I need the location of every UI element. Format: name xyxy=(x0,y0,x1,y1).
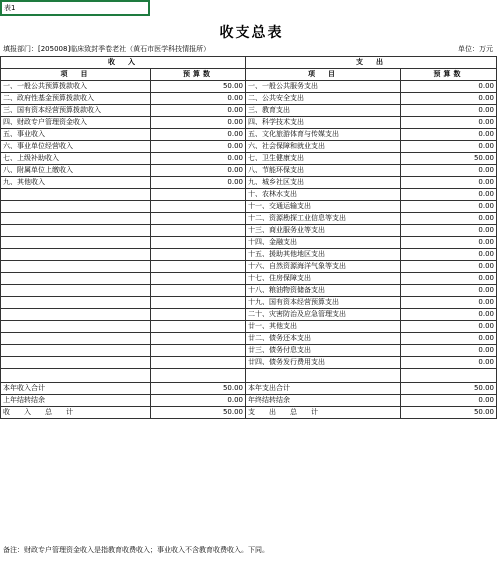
table-row xyxy=(1,117,497,129)
income-value-cell[interactable]: 0.00 xyxy=(151,129,246,141)
income-item-cell[interactable]: 八、附属单位上缴收入 xyxy=(1,165,151,177)
header-row-1 xyxy=(1,57,497,69)
expense-value-cell[interactable]: 0.00 xyxy=(401,261,497,273)
table-row xyxy=(1,395,497,407)
income-item-cell[interactable] xyxy=(1,285,151,297)
expense-item-cell[interactable]: 十、农林水支出 xyxy=(246,189,401,201)
unit-label: 单位：万元 xyxy=(458,45,493,53)
expense-item-cell[interactable]: 年终结转结余 xyxy=(246,395,401,407)
income-item-cell[interactable]: 本年收入合计 xyxy=(1,383,151,395)
table-row xyxy=(1,165,497,177)
income-value-cell[interactable] xyxy=(151,237,246,249)
income-item-cell[interactable]: 九、其他收入 xyxy=(1,177,151,189)
income-value-cell[interactable]: 0.00 xyxy=(151,395,246,407)
income-item-cell[interactable] xyxy=(1,213,151,225)
income-item-cell[interactable]: 收 入 总 计 xyxy=(1,407,151,419)
expense-budget-header: 预算数 xyxy=(401,69,497,81)
table-row xyxy=(1,369,497,383)
income-value-cell[interactable]: 0.00 xyxy=(151,165,246,177)
income-value-cell[interactable] xyxy=(151,189,246,201)
expense-item-cell[interactable]: 九、城乡社区支出 xyxy=(246,177,401,189)
expense-value-cell[interactable]: 0.00 xyxy=(401,129,497,141)
expense-value-cell[interactable]: 0.00 xyxy=(401,321,497,333)
income-item-cell[interactable]: 五、事业收入 xyxy=(1,129,151,141)
expense-value-cell[interactable]: 0.00 xyxy=(401,225,497,237)
expense-item-cell[interactable]: 廿一、其他支出 xyxy=(246,321,401,333)
income-value-cell[interactable]: 0.00 xyxy=(151,153,246,165)
table-row xyxy=(1,213,497,225)
income-value-cell[interactable]: 0.00 xyxy=(151,177,246,189)
income-item-cell[interactable]: 六、事业单位经营收入 xyxy=(1,141,151,153)
income-value-cell[interactable]: 50.00 xyxy=(151,407,246,419)
income-item-cell[interactable] xyxy=(1,345,151,357)
expense-value-cell[interactable]: 0.00 xyxy=(401,189,497,201)
expense-value-cell[interactable]: 50.00 xyxy=(401,383,497,395)
expense-item-cell[interactable]: 八、节能环保支出 xyxy=(246,165,401,177)
table-row xyxy=(1,225,497,237)
table-row xyxy=(1,81,497,93)
expense-value-cell[interactable]: 0.00 xyxy=(401,273,497,285)
expense-item-cell[interactable]: 十八、粮油物资储备支出 xyxy=(246,285,401,297)
income-item-cell[interactable] xyxy=(1,249,151,261)
expense-item-cell[interactable]: 二十、灾害防治及应急管理支出 xyxy=(246,309,401,321)
expense-item-cell[interactable]: 十七、住房保障支出 xyxy=(246,273,401,285)
table-row xyxy=(1,321,497,333)
expense-value-cell[interactable]: 0.00 xyxy=(401,297,497,309)
income-value-cell[interactable] xyxy=(151,357,246,369)
income-value-cell[interactable] xyxy=(151,201,246,213)
income-value-cell[interactable] xyxy=(151,345,246,357)
table-row xyxy=(1,273,497,285)
expense-item-cell[interactable]: 十一、交通运输支出 xyxy=(246,201,401,213)
expense-value-cell[interactable]: 0.00 xyxy=(401,357,497,369)
income-value-cell[interactable] xyxy=(151,213,246,225)
income-item-cell[interactable] xyxy=(1,369,151,383)
income-value-cell[interactable] xyxy=(151,309,246,321)
expense-item-cell[interactable]: 廿三、债务付息支出 xyxy=(246,345,401,357)
table-row xyxy=(1,407,497,419)
expense-value-cell[interactable]: 0.00 xyxy=(401,177,497,189)
income-item-cell[interactable] xyxy=(1,309,151,321)
income-item-header: 项 目 xyxy=(1,69,151,81)
income-value-cell[interactable]: 0.00 xyxy=(151,117,246,129)
expense-value-cell[interactable]: 0.00 xyxy=(401,117,497,129)
table-row xyxy=(1,357,497,369)
expense-value-cell[interactable]: 0.00 xyxy=(401,165,497,177)
table-row xyxy=(1,309,497,321)
income-value-cell[interactable] xyxy=(151,333,246,345)
expense-item-cell[interactable]: 本年支出合计 xyxy=(246,383,401,395)
expense-value-cell[interactable]: 0.00 xyxy=(401,93,497,105)
income-item-cell[interactable] xyxy=(1,357,151,369)
table-row xyxy=(1,141,497,153)
expense-item-cell[interactable]: 十三、商业服务业等支出 xyxy=(246,225,401,237)
income-item-cell[interactable] xyxy=(1,237,151,249)
income-budget-header: 预算数 xyxy=(151,69,246,81)
income-item-cell[interactable]: 三、国有资本经营预算拨款收入 xyxy=(1,105,151,117)
expense-value-cell[interactable]: 50.00 xyxy=(401,407,497,419)
table-row xyxy=(1,105,497,117)
expense-item-cell[interactable]: 一、一般公共服务支出 xyxy=(246,81,401,93)
expense-item-cell[interactable]: 十二、资源勘探工业信息等支出 xyxy=(246,213,401,225)
expense-item-header: 项 目 xyxy=(246,69,401,81)
budget-table xyxy=(0,56,497,419)
expense-value-cell[interactable]: 0.00 xyxy=(401,105,497,117)
expense-value-cell[interactable]: 0.00 xyxy=(401,285,497,297)
income-value-cell[interactable]: 50.00 xyxy=(151,383,246,395)
income-value-cell[interactable] xyxy=(151,369,246,383)
table-row xyxy=(1,237,497,249)
table-row xyxy=(1,333,497,345)
expense-value-cell[interactable]: 50.00 xyxy=(401,153,497,165)
footnote: 备注：财政专户管理资金收入是指教育收费收入；事业收入不含教育收费收入。下同。 xyxy=(3,546,269,554)
expense-item-cell[interactable]: 十六、自然资源海洋气象等支出 xyxy=(246,261,401,273)
selected-cell[interactable]: 表1 xyxy=(0,0,150,16)
income-value-cell[interactable]: 0.00 xyxy=(151,105,246,117)
expense-value-cell[interactable] xyxy=(401,369,497,383)
expense-item-cell[interactable]: 廿二、债务还本支出 xyxy=(246,333,401,345)
income-item-cell[interactable]: 上年结转结余 xyxy=(1,395,151,407)
table-row xyxy=(1,93,497,105)
expense-value-cell[interactable]: 0.00 xyxy=(401,201,497,213)
expense-value-cell[interactable]: 0.00 xyxy=(401,213,497,225)
income-item-cell[interactable] xyxy=(1,273,151,285)
expense-item-cell[interactable]: 三、教育支出 xyxy=(246,105,401,117)
expense-item-cell[interactable]: 十九、国有资本经营预算支出 xyxy=(246,297,401,309)
income-item-cell[interactable]: 一、一般公共预算拨款收入 xyxy=(1,81,151,93)
page-title: 收支总表 xyxy=(219,25,284,41)
expense-item-cell[interactable]: 十四、金融支出 xyxy=(246,237,401,249)
table-row xyxy=(1,285,497,297)
expense-value-cell[interactable]: 0.00 xyxy=(401,141,497,153)
expense-item-cell[interactable]: 十五、援助其他地区支出 xyxy=(246,249,401,261)
income-value-cell[interactable] xyxy=(151,321,246,333)
income-item-cell[interactable] xyxy=(1,189,151,201)
expense-value-cell[interactable]: 0.00 xyxy=(401,237,497,249)
income-header: 收 入 xyxy=(1,57,246,69)
table-row xyxy=(1,129,497,141)
expense-item-cell[interactable]: 廿四、债务发行费用支出 xyxy=(246,357,401,369)
table-row xyxy=(1,177,497,189)
expense-item-cell[interactable]: 七、卫生健康支出 xyxy=(246,153,401,165)
income-item-cell[interactable]: 四、财政专户管理资金收入 xyxy=(1,117,151,129)
table-row xyxy=(1,189,497,201)
expense-item-cell[interactable] xyxy=(246,369,401,383)
table-row xyxy=(1,201,497,213)
expense-value-cell[interactable]: 0.00 xyxy=(401,249,497,261)
income-item-cell[interactable] xyxy=(1,333,151,345)
table-row xyxy=(1,345,497,357)
table-row xyxy=(1,153,497,165)
income-value-cell[interactable] xyxy=(151,297,246,309)
income-value-cell[interactable]: 0.00 xyxy=(151,93,246,105)
income-item-cell[interactable]: 二、政府性基金预算拨款收入 xyxy=(1,93,151,105)
header-row-2 xyxy=(1,69,497,81)
income-value-cell[interactable] xyxy=(151,249,246,261)
expense-item-cell[interactable]: 五、文化旅游体育与传媒支出 xyxy=(246,129,401,141)
income-item-cell[interactable] xyxy=(1,261,151,273)
income-value-cell[interactable] xyxy=(151,261,246,273)
expense-value-cell[interactable]: 0.00 xyxy=(401,309,497,321)
expense-value-cell[interactable]: 0.00 xyxy=(401,345,497,357)
table-row xyxy=(1,249,497,261)
expense-item-cell[interactable]: 六、社会保障和就业支出 xyxy=(246,141,401,153)
income-value-cell[interactable] xyxy=(151,285,246,297)
expense-item-cell[interactable]: 四、科学技术支出 xyxy=(246,117,401,129)
expense-value-cell[interactable]: 0.00 xyxy=(401,333,497,345)
expense-item-cell[interactable]: 支 出 总 计 xyxy=(246,407,401,419)
income-item-cell[interactable] xyxy=(1,225,151,237)
income-value-cell[interactable]: 0.00 xyxy=(151,141,246,153)
table-row xyxy=(1,297,497,309)
income-value-cell[interactable] xyxy=(151,225,246,237)
expense-item-cell[interactable]: 二、公共安全支出 xyxy=(246,93,401,105)
income-value-cell[interactable]: 50.00 xyxy=(151,81,246,93)
income-item-cell[interactable] xyxy=(1,297,151,309)
table-row xyxy=(1,383,497,395)
table-row xyxy=(1,261,497,273)
expense-value-cell[interactable]: 0.00 xyxy=(401,81,497,93)
income-item-cell[interactable]: 七、上级补助收入 xyxy=(1,153,151,165)
income-item-cell[interactable] xyxy=(1,201,151,213)
income-value-cell[interactable] xyxy=(151,273,246,285)
income-item-cell[interactable] xyxy=(1,321,151,333)
expense-value-cell[interactable]: 0.00 xyxy=(401,395,497,407)
expense-header: 支 出 xyxy=(246,57,497,69)
dept-label: 填报部门：[205008]临床致封季卷老社（黄石市医学科技情报所） xyxy=(3,45,211,53)
